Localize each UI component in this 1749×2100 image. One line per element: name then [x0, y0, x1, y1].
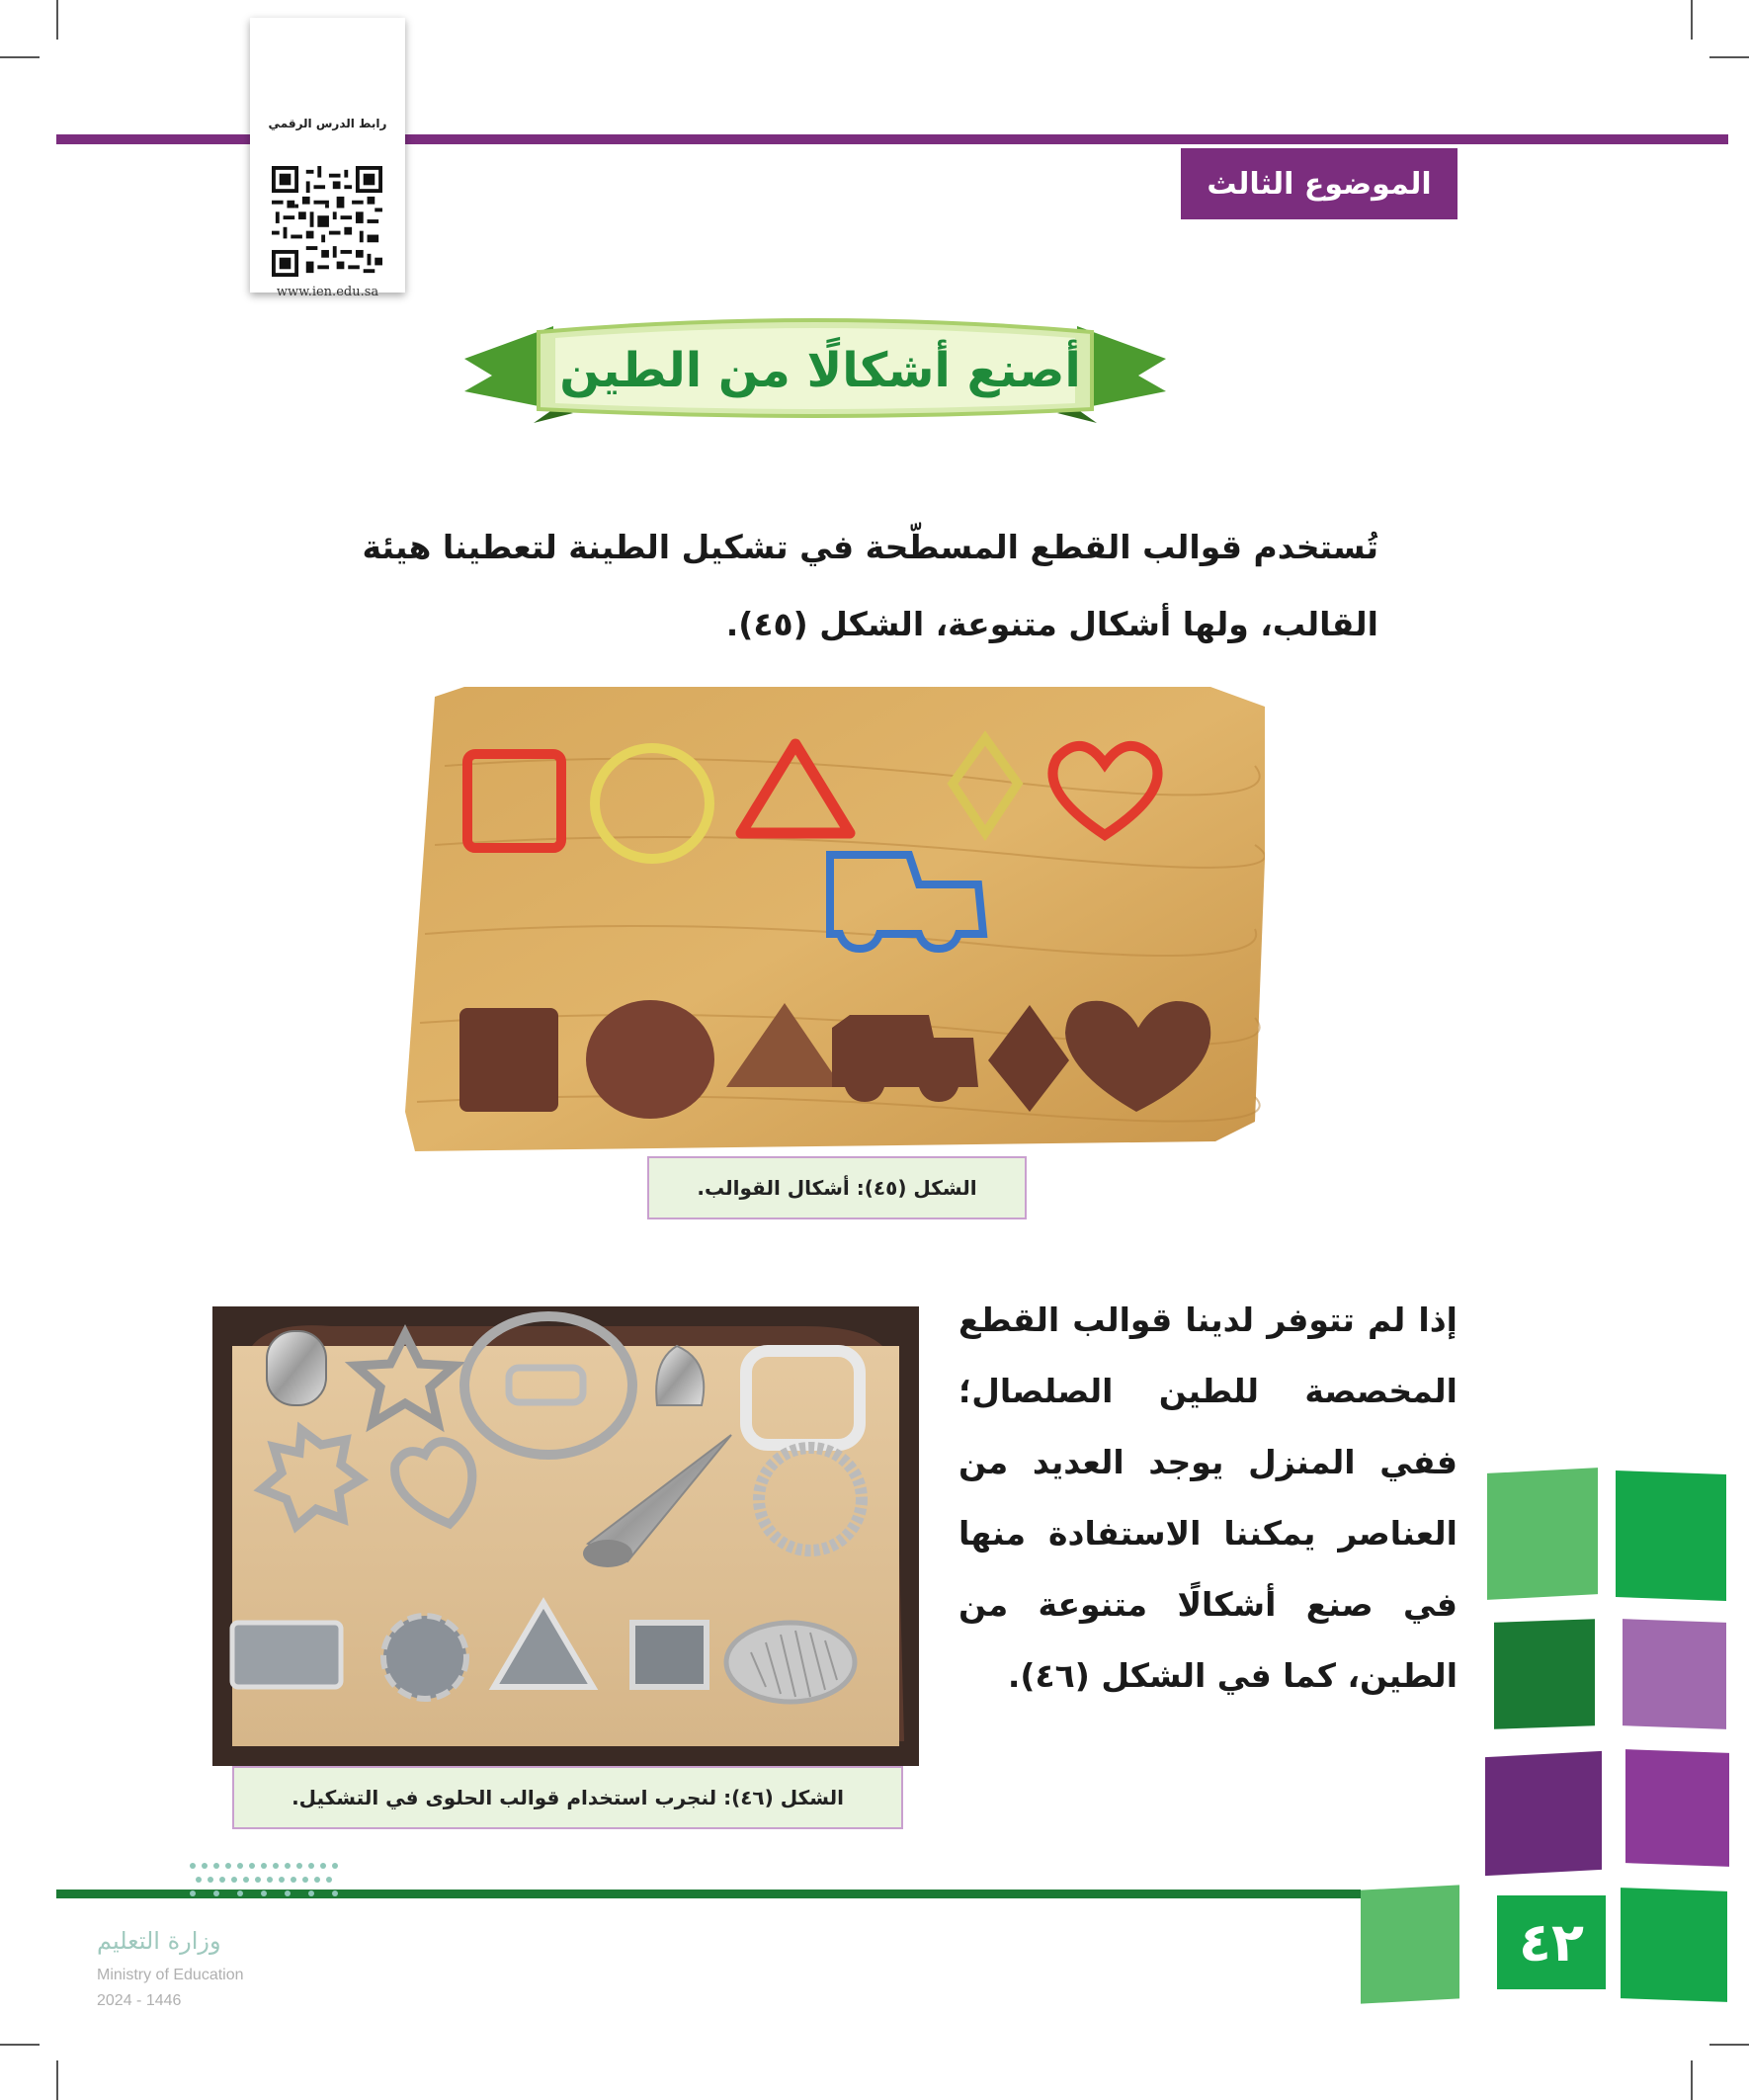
paragraph-intro: تُستخدم قوالب القطع المسطّحة في تشكيل الطينة لتعطينا هيئة القالب، ولها أشكال متنوعة، الشكل (٤٥). [362, 528, 1378, 643]
ministry-logo-dots-icon [183, 1858, 351, 1907]
page-number: ٤٢ [1497, 1895, 1606, 1989]
decorative-tile [1625, 1749, 1729, 1867]
decorative-tile [1623, 1619, 1726, 1729]
paragraph-alternatives: إذا لم تتوفر لدينا قوالب القطع المخصصة للطين الصلصال؛ ففي المنزل يوجد العديد من العناصر يمكننا الاستفادة منها في صنع أشكالًا متنوعة من الطين، كما في الشكل (٤٦). [958, 1301, 1458, 1695]
qr-caption: رابط الدرس الرقمي [268, 117, 387, 130]
figure-46-image [212, 1306, 919, 1766]
crop-mark [56, 0, 58, 40]
figure-45-caption: الشكل (٤٥): أشكال القوالب. [647, 1156, 1027, 1219]
decorative-tile [1485, 1751, 1602, 1876]
ministry-name-arabic: وزارة التعليم [97, 1927, 221, 1955]
crop-mark [1709, 2044, 1749, 2046]
decorative-tile [1494, 1619, 1595, 1729]
qr-code-icon[interactable] [272, 166, 382, 277]
decorative-tile [1616, 1470, 1726, 1601]
qr-card[interactable] [250, 18, 405, 299]
figure-45-image [405, 687, 1265, 1151]
ministry-name-english: Ministry of Education [97, 1967, 244, 1983]
crop-mark [1709, 56, 1749, 58]
crop-mark [1691, 2060, 1693, 2100]
lesson-title: أصنع أشكالًا من الطين [559, 343, 1081, 398]
crop-mark [0, 56, 40, 58]
crop-mark [1691, 0, 1693, 40]
decorative-tile [1361, 1885, 1459, 2003]
figure-46-caption: الشكل (٤٦): لنجرب استخدام قوالب الحلوى في التشكيل. [232, 1766, 903, 1829]
qr-url[interactable]: www.ien.edu.sa [276, 285, 379, 299]
topic-label: الموضوع الثالث [1181, 148, 1458, 219]
decorative-tile [1621, 1888, 1727, 2002]
ministry-year: 2024 - 1446 [97, 1992, 182, 2009]
decorative-tile [1487, 1468, 1598, 1600]
crop-mark [56, 2060, 58, 2100]
crop-mark [0, 2044, 40, 2046]
